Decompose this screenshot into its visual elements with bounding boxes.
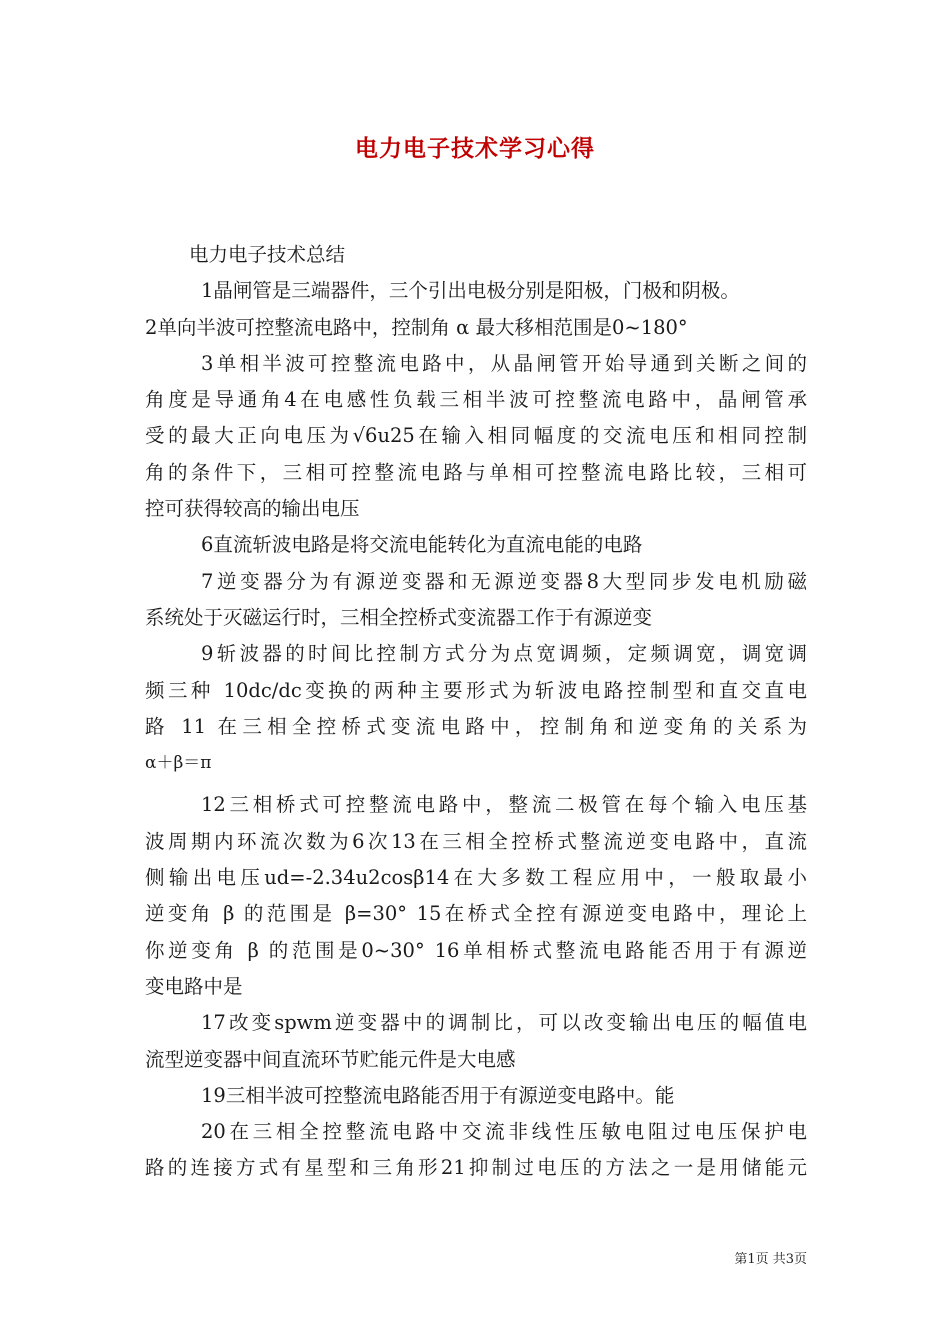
text-line: 角度是导通角4在电感性负载三相半波可控整流电路中，晶闸管承 — [145, 388, 807, 412]
text-line: 侧输出电压ud=-2.34u2cosβ14在大多数工程应用中，一般取最小 — [145, 866, 807, 890]
text-line: 路的连接方式有星型和三角形21抑制过电压的方法之一是用储能元 — [145, 1156, 807, 1180]
text-line: 7逆变器分为有源逆变器和无源逆变器8大型同步发电机励磁 — [201, 569, 807, 593]
text-line: 17改变spwm逆变器中的调制比，可以改变输出电压的幅值电 — [201, 1011, 807, 1035]
document-body — [145, 237, 807, 1187]
text-line: 角的条件下，三相可控整流电路与单相可控整流电路比较，三相可 — [145, 460, 807, 484]
text-line: 受的最大正向电压为√6u25在输入相同幅度的交流电压和相同控制 — [145, 424, 807, 448]
text-line: 路 11 在三相全控桥式变流电路中，控制角和逆变角的关系为 — [145, 714, 807, 738]
text-line: 逆变角 β 的范围是 β=30° 15在桥式全控有源逆变电路中，理论上 — [145, 902, 807, 926]
text-line: 你逆变角 β 的范围是0~30° 16单相桥式整流电路能否用于有源逆 — [145, 938, 807, 962]
text-line: 20在三相全控整流电路中交流非线性压敏电阻过电压保护电 — [201, 1120, 807, 1144]
text-line: 2单向半波可控整流电路中，控制角 α 最大移相范围是0~180° — [145, 315, 688, 339]
text-line: 波周期内环流次数为6次13在三相全控桥式整流逆变电路中，直流 — [145, 829, 807, 853]
text-line: 6直流斩波电路是将交流电能转化为直流电能的电路 — [201, 533, 643, 557]
text-line: 变电路中是 — [145, 974, 243, 998]
text-line: 控可获得较高的输出电压 — [145, 497, 360, 521]
page-footer: 第1页 共3页 — [734, 1252, 807, 1267]
text-line: 19三相半波可控整流电路能否用于有源逆变电路中。能 — [201, 1083, 675, 1107]
text-line: 1晶闸管是三端器件，三个引出电极分别是阳极，门极和阴极。 — [201, 279, 740, 303]
text-line: 12三相桥式可控整流电路中，整流二极管在每个输入电压基 — [201, 793, 807, 817]
text-line: 流型逆变器中间直流环节贮能元件是大电感 — [145, 1047, 516, 1071]
document-title: 电力电子技术学习心得 — [355, 135, 595, 162]
text-line: 系统处于灭磁运行时，三相全控桥式变流器工作于有源逆变 — [145, 605, 653, 629]
text-line: 频三种 10dc/dc变换的两种主要形式为斩波电路控制型和直交直电 — [145, 678, 807, 702]
text-line: α＋β＝π — [145, 753, 212, 774]
text-line: 9斩波器的时间比控制方式分为点宽调频，定频调宽，调宽调 — [201, 642, 807, 666]
text-line: 3单相半波可控整流电路中，从晶闸管开始导通到关断之间的 — [201, 351, 807, 375]
text-line: 电力电子技术总结 — [189, 243, 346, 266]
